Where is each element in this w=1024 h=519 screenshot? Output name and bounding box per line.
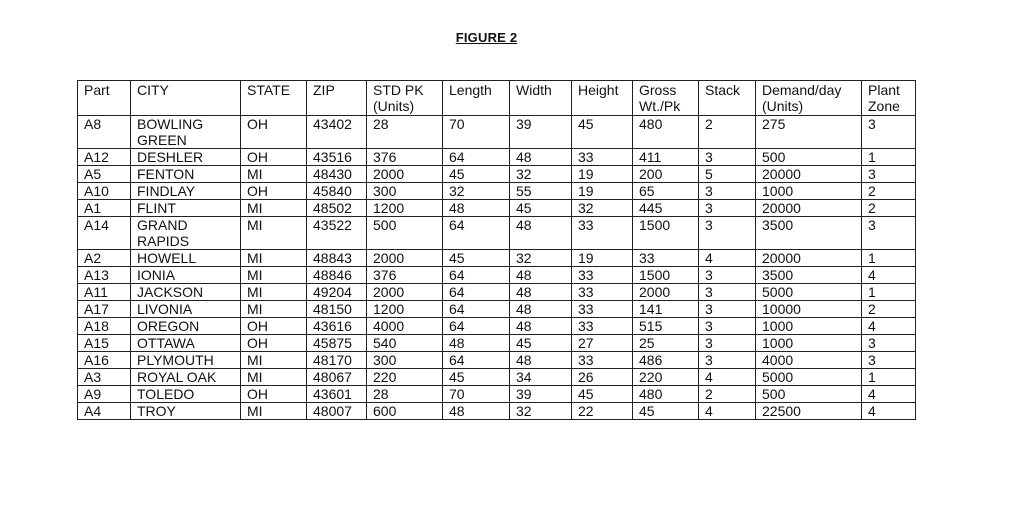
cell-plant-zone: 4	[862, 403, 916, 420]
table-row	[78, 116, 916, 149]
cell-city: OREGON	[131, 318, 241, 335]
column-header-state: STATE	[241, 81, 307, 116]
cell-city: IONIA	[131, 267, 241, 284]
cell-std-pk: 300	[367, 352, 443, 369]
column-header-length: Length	[443, 81, 510, 116]
cell-gross-wt: 1500	[633, 267, 699, 284]
cell-plant-zone: 4	[862, 386, 916, 403]
cell-stack: 3	[699, 149, 756, 166]
cell-gross-wt: 220	[633, 369, 699, 386]
cell-std-pk: 28	[367, 116, 443, 149]
table-row	[78, 250, 916, 267]
cell-height: 22	[572, 403, 633, 420]
cell-std-pk: 300	[367, 183, 443, 200]
cell-std-pk: 4000	[367, 318, 443, 335]
cell-width: 39	[510, 116, 572, 149]
cell-width: 34	[510, 369, 572, 386]
parts-table-container	[77, 80, 915, 420]
cell-demand: 500	[756, 149, 862, 166]
cell-city: TOLEDO	[131, 386, 241, 403]
cell-length: 64	[443, 149, 510, 166]
cell-zip: 43516	[307, 149, 367, 166]
cell-height: 33	[572, 352, 633, 369]
cell-zip: 43616	[307, 318, 367, 335]
cell-stack: 3	[699, 335, 756, 352]
column-header-plant-zone: Plant Zone	[862, 81, 916, 116]
cell-plant-zone: 3	[862, 352, 916, 369]
cell-width: 48	[510, 149, 572, 166]
cell-state: OH	[241, 386, 307, 403]
cell-plant-zone: 4	[862, 267, 916, 284]
cell-height: 33	[572, 217, 633, 250]
cell-length: 48	[443, 200, 510, 217]
cell-part: A15	[78, 335, 131, 352]
cell-state: MI	[241, 301, 307, 318]
cell-std-pk: 376	[367, 267, 443, 284]
cell-plant-zone: 3	[862, 217, 916, 250]
cell-stack: 3	[699, 217, 756, 250]
cell-zip: 43402	[307, 116, 367, 149]
cell-width: 39	[510, 386, 572, 403]
cell-gross-wt: 480	[633, 116, 699, 149]
cell-std-pk: 600	[367, 403, 443, 420]
cell-width: 48	[510, 318, 572, 335]
cell-std-pk: 2000	[367, 250, 443, 267]
column-header-gross-wt: Gross Wt./Pk	[633, 81, 699, 116]
cell-part: A10	[78, 183, 131, 200]
cell-zip: 45840	[307, 183, 367, 200]
cell-length: 64	[443, 217, 510, 250]
cell-part: A11	[78, 284, 131, 301]
cell-demand: 5000	[756, 284, 862, 301]
cell-gross-wt: 2000	[633, 284, 699, 301]
cell-width: 32	[510, 250, 572, 267]
figure-title: FIGURE 2	[455, 30, 518, 45]
cell-zip: 48502	[307, 200, 367, 217]
cell-stack: 2	[699, 386, 756, 403]
cell-stack: 3	[699, 267, 756, 284]
cell-gross-wt: 445	[633, 200, 699, 217]
cell-gross-wt: 33	[633, 250, 699, 267]
parts-table	[77, 80, 916, 420]
cell-part: A5	[78, 166, 131, 183]
table-row	[78, 267, 916, 284]
cell-gross-wt: 515	[633, 318, 699, 335]
cell-state: OH	[241, 318, 307, 335]
header-row	[78, 81, 916, 116]
cell-height: 19	[572, 250, 633, 267]
cell-width: 45	[510, 335, 572, 352]
cell-plant-zone: 3	[862, 335, 916, 352]
cell-height: 19	[572, 166, 633, 183]
cell-plant-zone: 1	[862, 284, 916, 301]
cell-plant-zone: 2	[862, 301, 916, 318]
cell-demand: 1000	[756, 318, 862, 335]
cell-city: LIVONIA	[131, 301, 241, 318]
table-row	[78, 335, 916, 352]
cell-width: 48	[510, 301, 572, 318]
column-header-zip: ZIP	[307, 81, 367, 116]
cell-city: JACKSON	[131, 284, 241, 301]
cell-part: A16	[78, 352, 131, 369]
cell-length: 64	[443, 301, 510, 318]
cell-length: 64	[443, 284, 510, 301]
cell-plant-zone: 4	[862, 318, 916, 335]
cell-height: 33	[572, 318, 633, 335]
cell-part: A14	[78, 217, 131, 250]
cell-stack: 3	[699, 183, 756, 200]
column-header-part: Part	[78, 81, 131, 116]
cell-part: A12	[78, 149, 131, 166]
cell-std-pk: 28	[367, 386, 443, 403]
cell-demand: 3500	[756, 267, 862, 284]
cell-length: 64	[443, 267, 510, 284]
cell-demand: 22500	[756, 403, 862, 420]
cell-length: 64	[443, 352, 510, 369]
cell-zip: 48007	[307, 403, 367, 420]
cell-zip: 48170	[307, 352, 367, 369]
cell-zip: 43601	[307, 386, 367, 403]
cell-stack: 3	[699, 318, 756, 335]
cell-state: MI	[241, 369, 307, 386]
cell-demand: 20000	[756, 166, 862, 183]
table-row	[78, 217, 916, 250]
cell-state: MI	[241, 217, 307, 250]
table-row	[78, 200, 916, 217]
cell-length: 48	[443, 403, 510, 420]
cell-city: FLINT	[131, 200, 241, 217]
cell-stack: 3	[699, 352, 756, 369]
cell-state: MI	[241, 200, 307, 217]
cell-length: 70	[443, 116, 510, 149]
cell-width: 48	[510, 284, 572, 301]
cell-demand: 275	[756, 116, 862, 149]
cell-stack: 4	[699, 403, 756, 420]
cell-state: MI	[241, 403, 307, 420]
cell-state: OH	[241, 116, 307, 149]
cell-stack: 4	[699, 250, 756, 267]
cell-height: 33	[572, 149, 633, 166]
cell-width: 48	[510, 217, 572, 250]
cell-width: 48	[510, 352, 572, 369]
cell-std-pk: 2000	[367, 166, 443, 183]
cell-part: A9	[78, 386, 131, 403]
cell-stack: 4	[699, 369, 756, 386]
cell-stack: 5	[699, 166, 756, 183]
cell-state: MI	[241, 284, 307, 301]
cell-state: OH	[241, 335, 307, 352]
cell-gross-wt: 25	[633, 335, 699, 352]
cell-length: 45	[443, 166, 510, 183]
cell-height: 33	[572, 301, 633, 318]
cell-part: A13	[78, 267, 131, 284]
cell-demand: 20000	[756, 200, 862, 217]
cell-stack: 3	[699, 301, 756, 318]
cell-std-pk: 376	[367, 149, 443, 166]
table-row	[78, 352, 916, 369]
cell-height: 45	[572, 386, 633, 403]
cell-plant-zone: 2	[862, 200, 916, 217]
cell-state: OH	[241, 183, 307, 200]
cell-state: MI	[241, 250, 307, 267]
cell-zip: 49204	[307, 284, 367, 301]
cell-demand: 3500	[756, 217, 862, 250]
cell-city: DESHLER	[131, 149, 241, 166]
cell-length: 64	[443, 318, 510, 335]
cell-width: 32	[510, 166, 572, 183]
cell-height: 19	[572, 183, 633, 200]
cell-part: A4	[78, 403, 131, 420]
cell-city: FENTON	[131, 166, 241, 183]
cell-gross-wt: 141	[633, 301, 699, 318]
cell-demand: 4000	[756, 352, 862, 369]
cell-zip: 48843	[307, 250, 367, 267]
cell-plant-zone: 1	[862, 369, 916, 386]
cell-plant-zone: 3	[862, 116, 916, 149]
cell-height: 26	[572, 369, 633, 386]
cell-stack: 3	[699, 200, 756, 217]
cell-gross-wt: 480	[633, 386, 699, 403]
cell-height: 27	[572, 335, 633, 352]
cell-width: 55	[510, 183, 572, 200]
cell-length: 45	[443, 369, 510, 386]
cell-std-pk: 1200	[367, 301, 443, 318]
cell-gross-wt: 1500	[633, 217, 699, 250]
table-row	[78, 166, 916, 183]
table-row	[78, 183, 916, 200]
cell-std-pk: 540	[367, 335, 443, 352]
cell-plant-zone: 3	[862, 166, 916, 183]
cell-city: ROYAL OAK	[131, 369, 241, 386]
column-header-width: Width	[510, 81, 572, 116]
cell-city: PLYMOUTH	[131, 352, 241, 369]
cell-state: OH	[241, 149, 307, 166]
cell-length: 32	[443, 183, 510, 200]
cell-demand: 5000	[756, 369, 862, 386]
cell-city: BOWLING GREEN	[131, 116, 241, 149]
cell-part: A3	[78, 369, 131, 386]
cell-zip: 48430	[307, 166, 367, 183]
cell-length: 70	[443, 386, 510, 403]
table-row	[78, 403, 916, 420]
column-header-stack: Stack	[699, 81, 756, 116]
cell-demand: 20000	[756, 250, 862, 267]
cell-std-pk: 1200	[367, 200, 443, 217]
table-body	[78, 116, 916, 420]
cell-demand: 500	[756, 386, 862, 403]
cell-city: FINDLAY	[131, 183, 241, 200]
cell-zip: 45875	[307, 335, 367, 352]
cell-zip: 48067	[307, 369, 367, 386]
cell-height: 45	[572, 116, 633, 149]
cell-demand: 1000	[756, 335, 862, 352]
column-header-demand: Demand/day (Units)	[756, 81, 862, 116]
cell-height: 32	[572, 200, 633, 217]
table-row	[78, 149, 916, 166]
cell-std-pk: 220	[367, 369, 443, 386]
cell-gross-wt: 45	[633, 403, 699, 420]
cell-city: OTTAWA	[131, 335, 241, 352]
cell-city: HOWELL	[131, 250, 241, 267]
cell-plant-zone: 2	[862, 183, 916, 200]
cell-width: 32	[510, 403, 572, 420]
cell-gross-wt: 65	[633, 183, 699, 200]
cell-state: MI	[241, 352, 307, 369]
cell-std-pk: 500	[367, 217, 443, 250]
table-row	[78, 301, 916, 318]
cell-plant-zone: 1	[862, 250, 916, 267]
column-header-std-pk: STD PK (Units)	[367, 81, 443, 116]
cell-part: A8	[78, 116, 131, 149]
cell-gross-wt: 200	[633, 166, 699, 183]
cell-zip: 48846	[307, 267, 367, 284]
cell-stack: 2	[699, 116, 756, 149]
cell-part: A18	[78, 318, 131, 335]
column-header-height: Height	[572, 81, 633, 116]
table-row	[78, 386, 916, 403]
table-row	[78, 318, 916, 335]
cell-zip: 48150	[307, 301, 367, 318]
cell-length: 48	[443, 335, 510, 352]
cell-height: 33	[572, 267, 633, 284]
cell-std-pk: 2000	[367, 284, 443, 301]
cell-city: GRAND RAPIDS	[131, 217, 241, 250]
cell-stack: 3	[699, 284, 756, 301]
cell-part: A17	[78, 301, 131, 318]
cell-zip: 43522	[307, 217, 367, 250]
cell-width: 48	[510, 267, 572, 284]
cell-demand: 10000	[756, 301, 862, 318]
cell-city: TROY	[131, 403, 241, 420]
table-row	[78, 369, 916, 386]
cell-height: 33	[572, 284, 633, 301]
cell-width: 45	[510, 200, 572, 217]
cell-part: A1	[78, 200, 131, 217]
cell-part: A2	[78, 250, 131, 267]
cell-gross-wt: 411	[633, 149, 699, 166]
cell-demand: 1000	[756, 183, 862, 200]
cell-state: MI	[241, 166, 307, 183]
cell-plant-zone: 1	[862, 149, 916, 166]
cell-length: 45	[443, 250, 510, 267]
cell-gross-wt: 486	[633, 352, 699, 369]
column-header-city: CITY	[131, 81, 241, 116]
cell-state: MI	[241, 267, 307, 284]
table-row	[78, 284, 916, 301]
